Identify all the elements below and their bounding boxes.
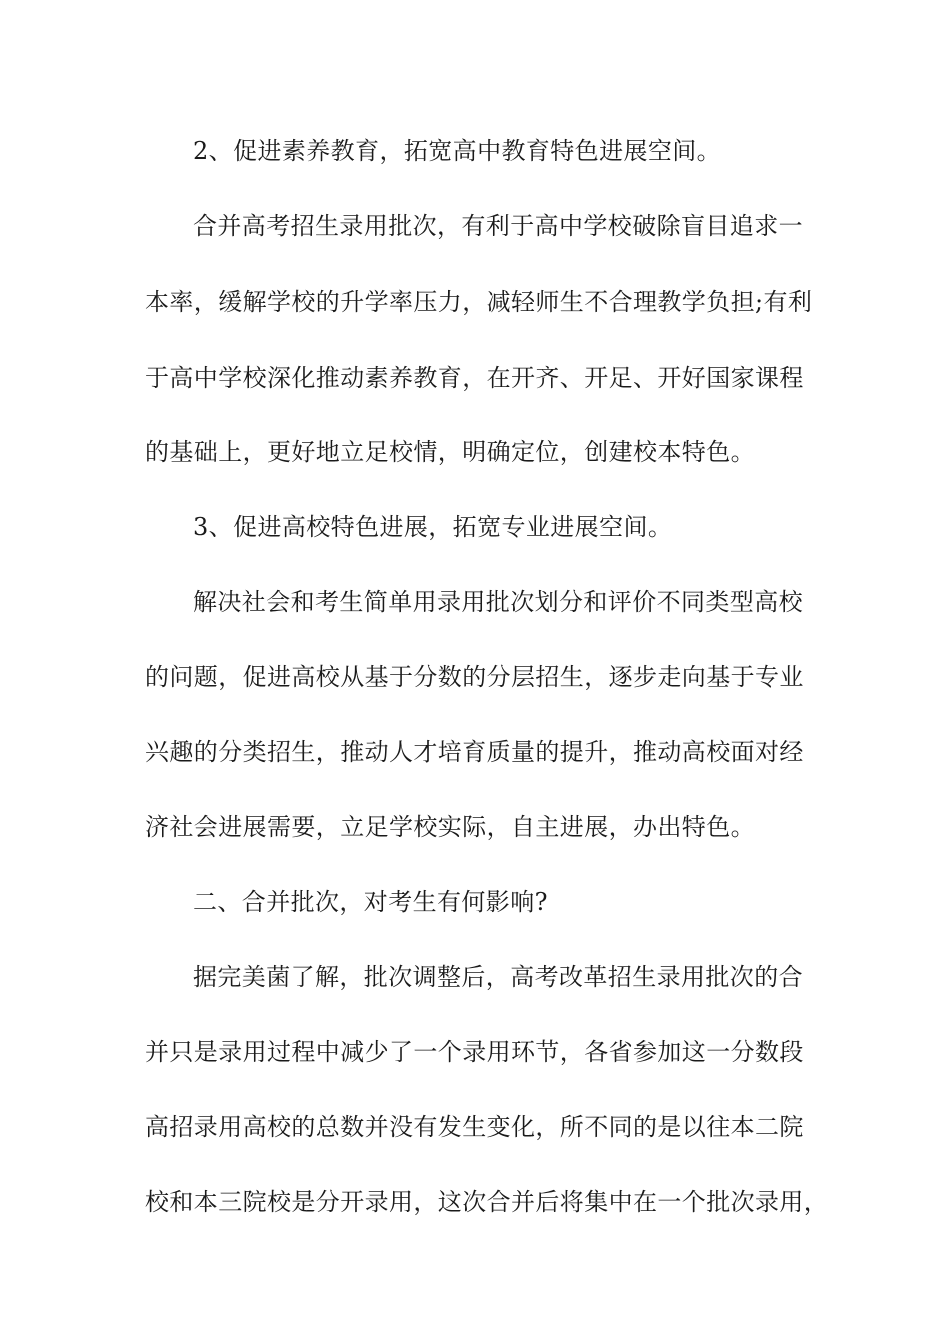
paragraph-line: 本率，缓解学校的升学率压力，减轻师生不合理教学负担;有利 (145, 288, 813, 316)
paragraph-line: 济社会进展需要，立足学校实际，自主进展，办出特色。 (145, 813, 755, 841)
paragraph-line: 于高中学校深化推动素养教育，在开齐、开足、开好国家课程 (145, 364, 804, 392)
paragraph-line: 并只是录用过程中减少了一个录用环节，各省参加这一分数段 (145, 1038, 804, 1066)
paragraph-line: 校和本三院校是分开录用，这次合并后将集中在一个批次录用， (145, 1188, 829, 1216)
paragraph-line: 兴趣的分类招生，推动人才培育质量的提升，推动高校面对经 (145, 738, 804, 766)
section-heading-3: 3、促进高校特色进展，拓宽专业进展空间。 (193, 513, 673, 541)
section-heading-two: 二、合并批次，对考生有何影响? (193, 888, 548, 916)
section-heading-2: 2、促进素养教育，拓宽高中教育特色进展空间。 (193, 137, 722, 165)
paragraph-line: 的基础上，更好地立足校情，明确定位，创建校本特色。 (145, 438, 755, 466)
paragraph-line: 解决社会和考生简单用录用批次划分和评价不同类型高校 (193, 588, 803, 616)
paragraph-line: 合并高考招生录用批次，有利于高中学校破除盲目追求一 (193, 212, 803, 240)
paragraph-line: 据完美菌了解，批次调整后，高考改革招生录用批次的合 (193, 963, 803, 991)
paragraph-line: 的问题，促进高校从基于分数的分层招生，逐步走向基于专业 (145, 663, 804, 691)
paragraph-line: 高招录用高校的总数并没有发生变化，所不同的是以往本二院 (145, 1113, 804, 1141)
